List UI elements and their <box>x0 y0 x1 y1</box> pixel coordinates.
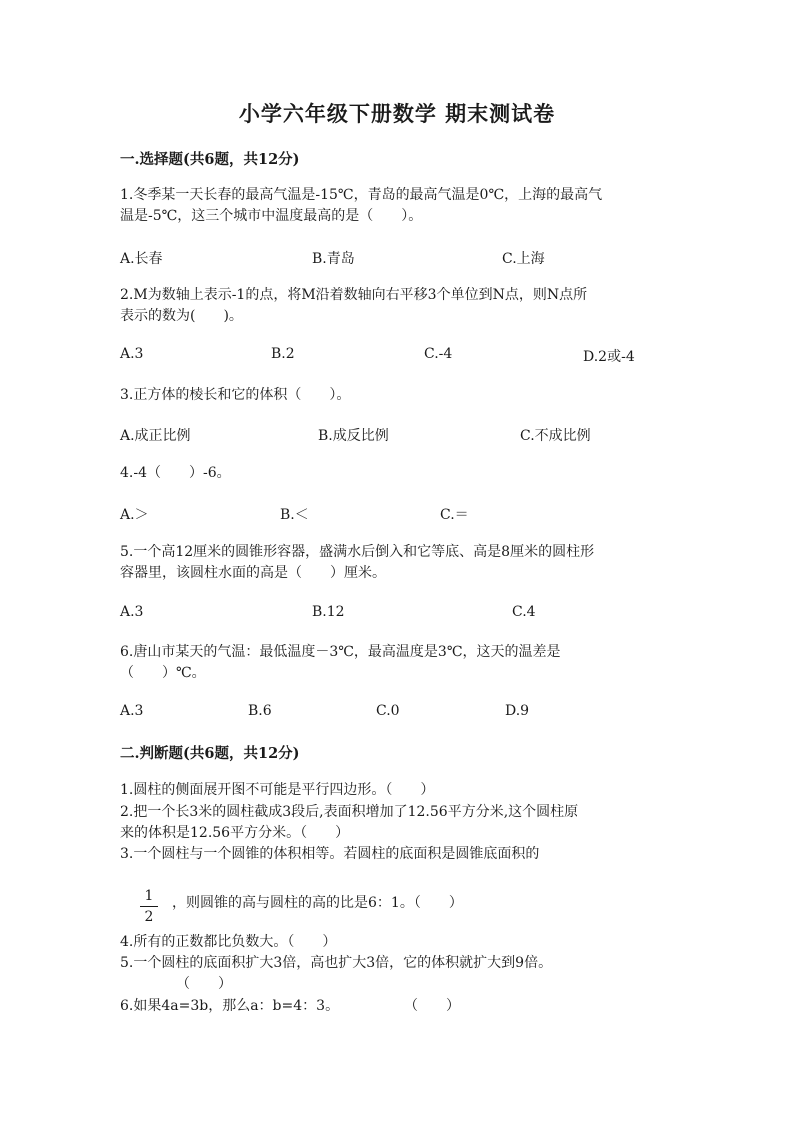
question-4-option-b: B.＜ <box>280 507 309 523</box>
question-1-option-c: C.上海 <box>502 251 545 267</box>
question-2-text: 2.M为数轴上表示-1的点，将M沿着数轴向右平移3个单位到N点，则N点所 <box>120 287 588 303</box>
judgment-2-text: 2.把一个长3米的圆柱截成3段后,表面积增加了12.56平方分米,这个圆柱原 <box>120 804 579 820</box>
question-5-option-b: B.12 <box>312 604 345 620</box>
question-4-text: 4.-4（ ）-6。 <box>120 465 231 481</box>
question-3-option-a: A.成正比例 <box>120 428 191 444</box>
question-4-option-c: C.＝ <box>440 507 469 523</box>
question-2-text-cont: 表示的数为( )。 <box>120 308 243 324</box>
question-2-option-d: D.2或-4 <box>583 349 635 365</box>
question-6-option-b: B.6 <box>248 703 272 719</box>
question-5-text-cont: 容器里，该圆柱水面的高是（ ）厘米。 <box>120 565 386 581</box>
question-1-text-cont: 温是-5℃，这三个城市中温度最高的是（ ）。 <box>120 208 423 224</box>
judgment-5-text: 5.一个圆柱的底面积扩大3倍，高也扩大3倍，它的体积就扩大到9倍。 <box>120 955 553 971</box>
judgment-2-text-cont: 来的体积是12.56平方分米。（ ） <box>120 825 350 841</box>
fraction-denominator: 2 <box>144 909 154 925</box>
question-6-option-a: A.3 <box>120 703 144 719</box>
question-6-text-cont: （ ）℃。 <box>120 665 206 681</box>
question-3-text: 3.正方体的棱长和它的体积（ ）。 <box>120 387 351 403</box>
judgment-4-text: 4.所有的正数都比负数大。（ ） <box>120 934 337 950</box>
judgment-6-paren: （ ） <box>404 998 460 1014</box>
question-1-option-b: B.青岛 <box>312 251 355 267</box>
question-3-option-c: C.不成比例 <box>520 428 591 444</box>
page-title: 小学六年级下册数学 期末测试卷 <box>238 101 556 126</box>
question-1-text: 1.冬季某一天长春的最高气温是-15℃，青岛的最高气温是0℃，上海的最高气 <box>120 187 603 203</box>
question-3-option-b: B.成反比例 <box>318 428 389 444</box>
judgment-3-text-cont: ，则圆锥的高与圆柱的高的比是6：1。（ ） <box>172 895 463 911</box>
judgment-1-text: 1.圆柱的侧面展开图不可能是平行四边形。（ ） <box>120 782 435 798</box>
question-1-option-a: A.长春 <box>120 251 163 267</box>
question-6-option-c: C.0 <box>376 703 400 719</box>
question-2-option-c: C.-4 <box>424 346 453 362</box>
question-5-text: 5.一个高12厘米的圆锥形容器，盛满水后倒入和它等底、高是8厘米的圆柱形 <box>120 544 595 560</box>
fraction-bar <box>140 906 158 907</box>
question-5-option-c: C.4 <box>512 604 536 620</box>
judgment-3-text: 3.一个圆柱与一个圆锥的体积相等。若圆柱的底面积是圆锥底面积的 <box>120 846 540 862</box>
question-5-option-a: A.3 <box>120 604 144 620</box>
judgment-3-fraction <box>140 887 158 926</box>
question-6-option-d: D.9 <box>505 703 530 719</box>
question-2-option-b: B.2 <box>271 346 295 362</box>
question-6-text: 6.唐山市某天的气温：最低温度－3℃，最高温度是3℃，这天的温差是 <box>120 644 561 660</box>
section-heading-choice: 一.选择题(共6题，共12分) <box>120 151 300 168</box>
judgment-5-text-cont: （ ） <box>176 976 232 992</box>
question-2-option-a: A.3 <box>120 346 144 362</box>
fraction-numerator: 1 <box>144 888 154 904</box>
judgment-6-text: 6.如果4a=3b，那么a：b=4：3。 <box>120 998 340 1014</box>
section-heading-judgment: 二.判断题(共6题，共12分) <box>120 745 300 762</box>
question-4-option-a: A.＞ <box>120 507 149 523</box>
